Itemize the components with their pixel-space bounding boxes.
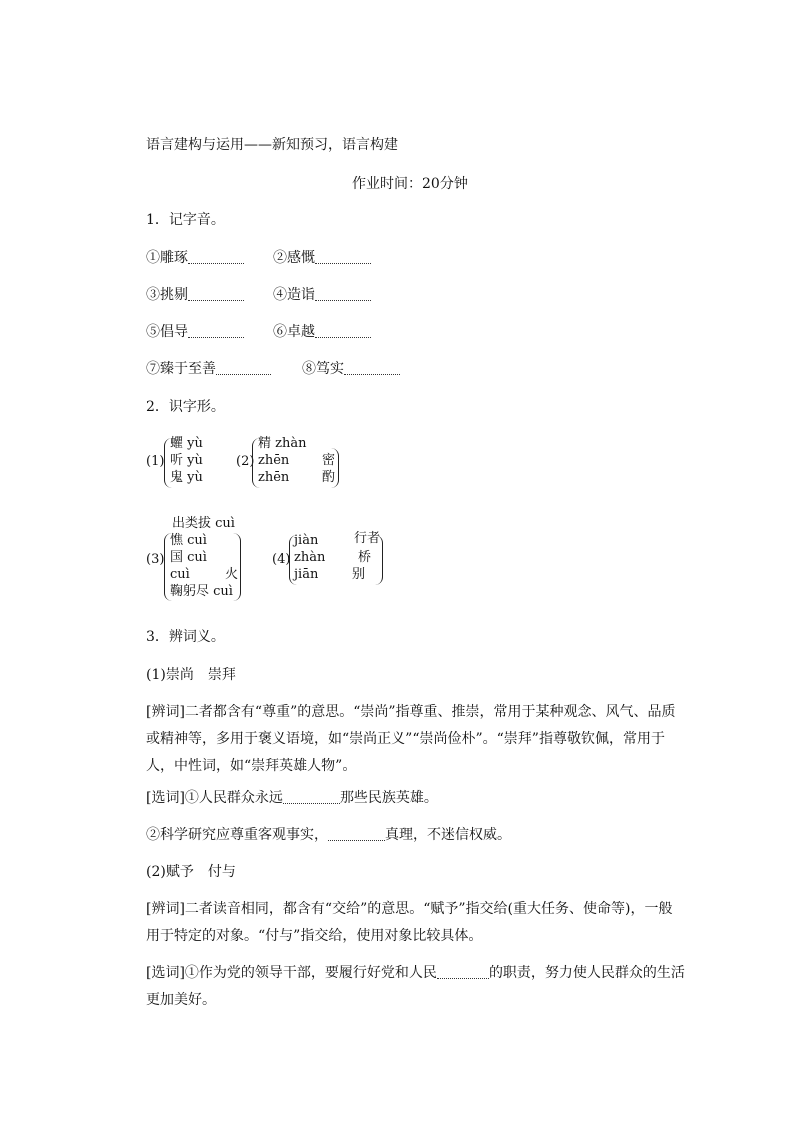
time-note: 作业时间：20分钟 — [352, 176, 468, 192]
char-right: 酌 — [322, 470, 336, 485]
group-number: (1) — [146, 454, 165, 469]
q1-item: ⑦臻于至善 — [146, 360, 271, 378]
char-right: 别 — [352, 567, 366, 582]
right-brace — [374, 535, 383, 585]
pinyin-row: jiàn — [294, 533, 319, 548]
pinyin-row: 听 yù — [170, 453, 203, 468]
answer-blank[interactable] — [437, 964, 489, 979]
q1-item: ⑧笃实 — [302, 360, 400, 378]
pinyin-row: cuì — [170, 567, 190, 582]
answer-blank[interactable] — [328, 826, 385, 841]
right-brace — [232, 533, 241, 601]
group-number: (2) — [236, 454, 255, 469]
pinyin-row: 鞠躬尽 cuì — [170, 584, 233, 599]
pinyin-row: 蠷 yù — [170, 436, 203, 451]
q1-item: ③挑剔 — [146, 286, 244, 304]
word-pair-heading: (2)赋予 付与 — [146, 864, 236, 880]
pinyin-row: 憔 cuì — [170, 533, 207, 548]
q1-item: ⑥卓越 — [273, 323, 371, 341]
group-number: (4) — [272, 552, 291, 567]
q1-item: ⑤倡导 — [146, 323, 244, 341]
char-right: 行者 — [354, 531, 381, 546]
char-right: 火 — [225, 567, 239, 582]
analysis-paragraph: [辨词]二者读音相同，都含有“交给”的意思。“赋予”指交给(重大任务、使命等)，一般用于特定的对象。“付与”指交给，使用对象比较具体。 — [146, 901, 673, 944]
char-right: 桥 — [358, 550, 372, 565]
group-number: (3) — [146, 552, 165, 567]
pinyin-row: 鬼 yù — [170, 470, 203, 485]
pinyin-row: jiān — [294, 567, 319, 582]
right-brace — [330, 448, 339, 488]
answer-blank[interactable] — [188, 286, 244, 301]
answer-blank[interactable] — [283, 789, 340, 804]
answer-blank[interactable] — [315, 286, 371, 301]
section-title: 语言建构与运用——新知预习，语言构建 — [146, 137, 398, 153]
q1-item: ④造诣 — [273, 286, 371, 304]
answer-blank[interactable] — [315, 323, 371, 338]
answer-blank[interactable] — [216, 360, 271, 375]
pinyin-row: zhēn — [258, 453, 290, 468]
pinyin-row: zhēn — [258, 470, 290, 485]
pinyin-row: 精 zhàn — [258, 436, 307, 451]
fill-sentence: [选词]①作为党的领导干部，要履行好党和人民 的职责，努力使人民群众的生活更加美好。 — [146, 965, 685, 1008]
char-right: 密 — [322, 453, 336, 468]
answer-blank[interactable] — [315, 249, 371, 264]
word-pair-heading: (1)崇尚 崇拜 — [146, 667, 236, 683]
q1-item: ①雕琢 — [146, 249, 244, 267]
q3-title: 3．辨词义。 — [146, 629, 225, 645]
q1-item: ②感慨 — [273, 249, 371, 267]
analysis-paragraph: [辨词]二者都含有“尊重”的意思。“崇尚”指尊重、推崇，常用于某种观念、风气、品质或精神等，多用于褒义语境，如“崇尚正义”“崇尚俭朴”。“崇拜”指尊敬钦佩，常用于人，中性词，如“崇拜英雄人物”。 — [146, 704, 676, 774]
pinyin-row: 出类拔 cuì — [172, 516, 235, 531]
answer-blank[interactable] — [188, 249, 244, 264]
fill-sentence: [选词]①人民群众永远 那些民族英雄。 — [146, 790, 438, 806]
answer-blank[interactable] — [344, 360, 400, 375]
q2-title: 2．识字形。 — [146, 399, 225, 415]
fill-sentence: ②科学研究应尊重客观事实， 真理，不迷信权威。 — [146, 827, 511, 843]
answer-blank[interactable] — [188, 323, 244, 338]
pinyin-row: 国 cuì — [170, 550, 207, 565]
pinyin-row: zhàn — [294, 550, 326, 565]
q1-title: 1．记字音。 — [146, 212, 225, 228]
